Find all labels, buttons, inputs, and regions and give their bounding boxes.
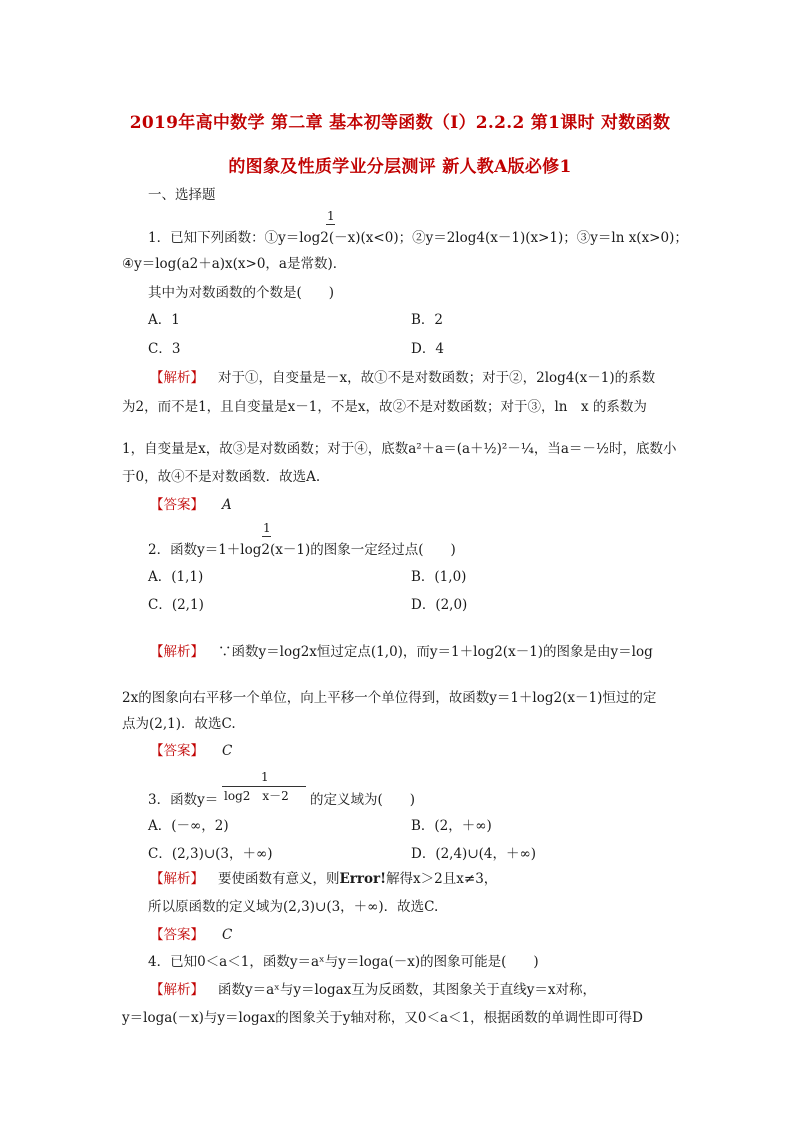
q1-fraction-numerator: 1: [327, 209, 335, 223]
q3-answer-value: C: [222, 927, 233, 943]
q2-stem: 2．函数y＝1＋log2(x－1)的图象一定经过点( ): [148, 542, 456, 558]
q2-option-c: C．(2,1): [148, 597, 204, 613]
q3-option-c: C．(2,3)∪(3，＋∞): [148, 846, 273, 862]
q3-jiexi-error: Error!: [339, 871, 387, 887]
q3-option-d: D．(2,4)∪(4，＋∞): [411, 846, 537, 862]
q1-stem-line-2: ④y＝log(a2＋a)x(x>0，a是常数)．: [122, 256, 347, 272]
q3-fraction-numerator: 1: [261, 770, 269, 784]
q4-jiexi-tag: 【解析】: [150, 982, 204, 998]
q2-jiexi-line-2: 2x的图象向右平移一个单位，向上平移一个单位得到，故函数y＝1＋log2(x－1)恒过的定: [122, 690, 657, 706]
q2-jiexi-tag: 【解析】: [150, 644, 204, 660]
q3-jiexi-line-2: 所以原函数的定义域为(2,3)∪(3，＋∞)．故选C.: [148, 899, 439, 915]
q3-answer-tag: 【答案】: [150, 927, 204, 943]
q2-answer-value: C: [222, 743, 233, 759]
page-title-line-2: 的图象及性质学业分层测评 新人教A版必修1: [228, 157, 572, 177]
q4-jiexi-line-1: 函数y＝aˣ与y＝logax互为反函数，其图象关于直线y＝x对称，: [218, 982, 597, 998]
q3-jiexi-tag: 【解析】: [150, 871, 204, 887]
q4-stem: 4．已知0＜a＜1，函数y＝aˣ与y＝loga(－x)的图象可能是( ): [148, 954, 539, 970]
q2-jiexi-line-3: 点为(2,1)．故选C.: [122, 716, 236, 732]
q1-jiexi-line-2: 为2，而不是1，且自变量是x－1，不是x，故②不是对数函数；对于③，ln x 的系数为: [122, 399, 647, 415]
q1-option-b: B．2: [411, 312, 444, 328]
q2-option-a: A．(1,1): [148, 569, 204, 585]
q1-jiexi-line-3: 1，自变量是x，故③是对数函数；对于④，底数a²＋a＝(a＋½)²－¼，当a＝－½时，底数小: [122, 441, 677, 457]
q3-fraction-denominator: log2 x－2: [224, 789, 289, 803]
q3-fraction-bar: [222, 786, 306, 787]
q1-option-d: D．4: [411, 341, 444, 357]
q1-jiexi-tag: 【解析】: [150, 370, 204, 386]
q3-jiexi-text-a: 要使函数有意义，则: [218, 871, 340, 887]
section-heading: 一、选择题: [148, 187, 216, 203]
q1-stem-line-3: 其中为对数函数的个数是( ): [148, 285, 335, 301]
q1-jiexi-line-4: 于0，故④不是对数函数．故选A.: [122, 469, 321, 485]
q3-option-b: B．(2，＋∞): [411, 818, 492, 834]
q3-jiexi-line-1: [218, 870, 497, 888]
q1-stem-line-1: 1．已知下列函数：①y＝log2(－x)(x<0)；②y＝2log4(x－1)(x>1)；③y＝ln x(x>0)；: [148, 230, 688, 246]
q1-option-c: C．3: [148, 341, 181, 357]
q4-jiexi-line-2: y＝loga(－x)与y＝logax的图象关于y轴对称，又0＜a＜1，根据函数的单调性即可得D: [122, 1010, 643, 1026]
q1-jiexi-line-1: 对于①，自变量是－x，故①不是对数函数；对于②，2log4(x－1)的系数: [218, 370, 656, 386]
q2-answer-tag: 【答案】: [150, 743, 204, 759]
q3-stem-prefix: 3．函数y＝: [148, 792, 219, 808]
q2-option-b: B．(1,0): [411, 569, 467, 585]
q3-jiexi-text-b: 解得x＞2且x≠3，: [386, 871, 498, 887]
q2-jiexi-line-1: ∵函数y＝log2x恒过定点(1,0)，而y＝1＋log2(x－1)的图象是由y＝log: [218, 644, 653, 660]
q3-stem-suffix: 的定义域为( ): [310, 792, 416, 808]
q1-option-a: A．1: [148, 312, 180, 328]
q2-fraction-numerator: 1: [263, 521, 271, 535]
page-title-line-1: 2019年高中数学 第二章 基本初等函数（Ⅰ）2.2.2 第1课时 对数函数: [129, 113, 671, 133]
q2-option-d: D．(2,0): [411, 597, 468, 613]
q3-option-a: A．(－∞，2): [148, 818, 229, 834]
q1-fraction-bar: [326, 224, 335, 225]
q1-answer-value: A: [222, 497, 232, 513]
q2-fraction-bar: [262, 536, 271, 537]
q1-answer-tag: 【答案】: [150, 497, 204, 513]
